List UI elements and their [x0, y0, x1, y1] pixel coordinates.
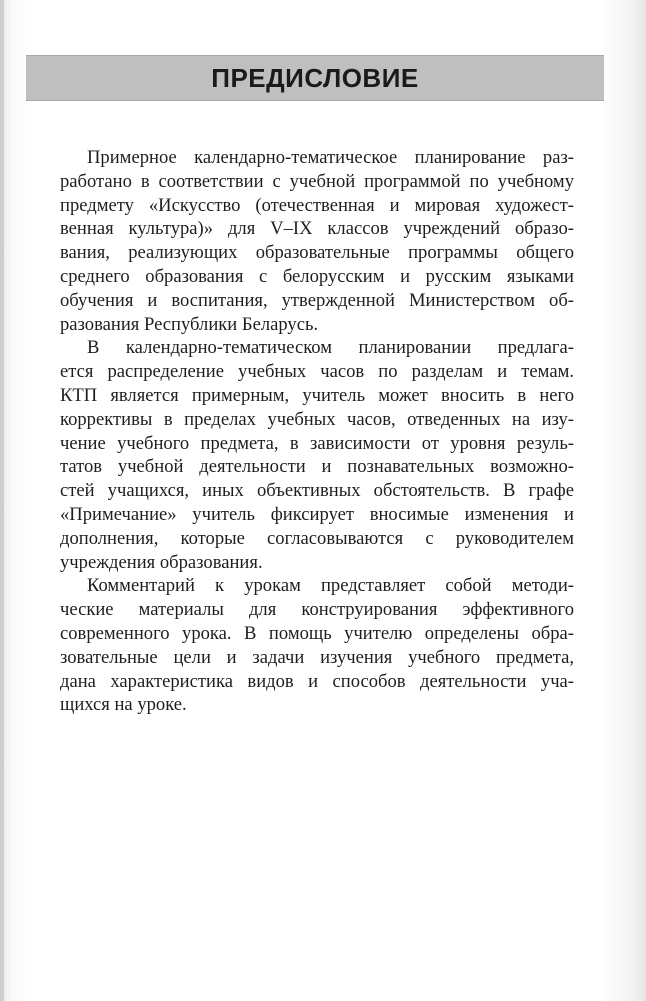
- text-line: современного урока. В помощь учителю определены обра-: [60, 622, 574, 644]
- text-line: щихся на уроке.: [60, 694, 187, 716]
- text-line: ется распределение учебных часов по разделам и темам.: [60, 361, 574, 383]
- text-line: Комментарий к урокам представляет собой методи-: [87, 575, 574, 597]
- text-line: Примерное календарно-тематическое планирование раз-: [87, 147, 574, 168]
- text-line: дана характеристика видов и способов деятельности уча-: [60, 670, 574, 692]
- text-line: дополнения, которые согласовываются с руководителем: [60, 527, 574, 549]
- text-line: обучения и воспитания, утвержденной Министерством об-: [60, 289, 574, 311]
- text-line: «Примечание» учитель фиксирует вносимые изменения и: [60, 503, 574, 525]
- paragraph-1: [60, 146, 574, 336]
- text-line: ческие материалы для конструирования эффективного: [60, 599, 574, 621]
- text-line: В календарно-тематическом планировании предлага-: [87, 337, 574, 359]
- text-line: разования Республики Беларусь.: [60, 313, 319, 335]
- text-line: коррективы в пределах учебных часов, отведенных на изу-: [60, 408, 574, 430]
- page-edge: [0, 0, 4, 1001]
- text-line: вания, реализующих образовательные программы общего: [60, 242, 574, 264]
- text-line: венная культура)» для V–IX классов учреждений образо-: [60, 218, 574, 240]
- title-bar: [26, 55, 604, 101]
- text-line: работано в соответствии с учебной программой по учебному: [60, 170, 574, 192]
- text-line: среднего образования с белорусским и русским языками: [60, 265, 574, 287]
- text-line: чение учебного предмета, в зависимости от уровня резуль-: [60, 432, 574, 454]
- text-line: зовательные цели и задачи изучения учебного предмета,: [60, 646, 574, 668]
- page-title: ПРЕДИСЛОВИЕ: [211, 62, 419, 93]
- text-line: татов учебной деятельности и познавательных возможно-: [60, 456, 574, 478]
- paragraph-2: [60, 336, 574, 574]
- text-line: предмету «Искусство (отечественная и мировая художест-: [60, 194, 574, 216]
- paragraph-3: [60, 574, 574, 717]
- body-text: [60, 146, 574, 717]
- text-line: учреждения образования.: [60, 551, 263, 573]
- text-line: КТП является примерным, учитель может вносить в него: [60, 384, 574, 406]
- text-line: стей учащихся, иных объективных обстоятельств. В графе: [60, 480, 574, 502]
